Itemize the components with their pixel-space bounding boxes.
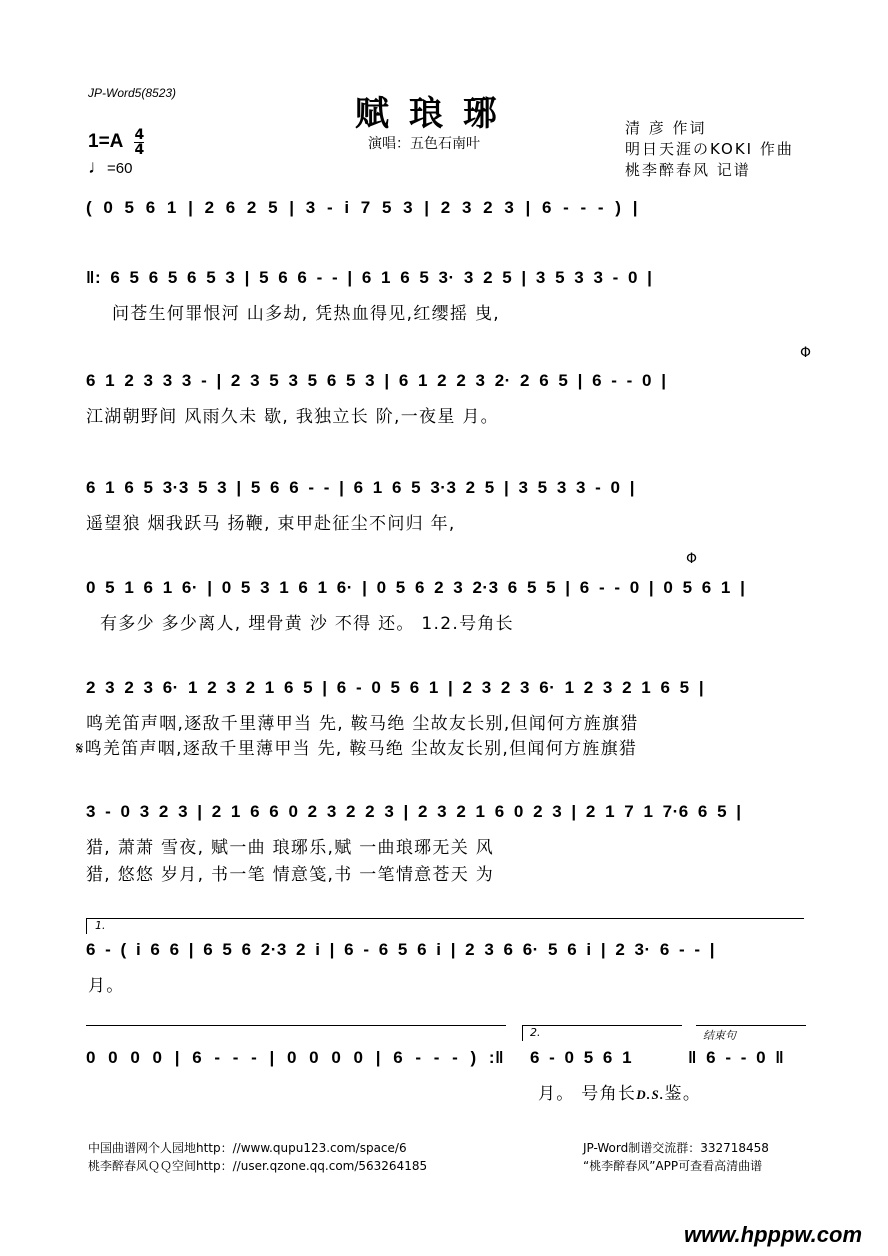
lyrics-line-5b: 𝄋鸣羌笛声咽,逐敌千里薄甲当 先, 鞍马绝 尘故友长别,但闻何方旌旗猎 — [76, 739, 638, 759]
ending-label: 结束句 — [703, 1029, 736, 1042]
score-line-8a: 0 0 0 0 | 6 - - - | 0 0 0 0 | 6 - - - ) :‖ — [86, 1048, 505, 1067]
coda-icon: Φ — [800, 345, 812, 361]
lyrics-line-4: 有多少 多少离人, 埋骨黄 沙 不得 还。 1.2.号角长 — [100, 614, 514, 634]
software-version: JP-Word5(8523) — [88, 86, 177, 100]
score-line-8b: 6 - 0 5 6 1 — [530, 1048, 633, 1067]
lyrics-line-2: 江湖朝野间 风雨久未 歇, 我独立长 阶,一夜星 月。 — [86, 407, 499, 427]
score-line-7: 6 - ( i 6 6 | 6 5 6 2·3 2 i | 6 - 6 5 6 i | 2 3 6 6· 5 6 i | 2 3· 6 - - | — [86, 940, 716, 959]
lyricist-credit: 清 彦 作词 — [625, 119, 707, 137]
key-signature: 1=A $\frac{4}{4}$ — [88, 127, 145, 158]
volta-1-bracket-edge — [86, 918, 87, 934]
singer-credit: 演唱：五色石南叶 — [368, 136, 480, 152]
lyrics-line-6a: 猎, 萧萧 雪夜, 赋一曲 琅琊乐,赋 一曲琅琊无关 风 — [86, 838, 495, 858]
tempo-marking: ♩=60 — [88, 157, 133, 178]
score-line-5: 2 3 2 3 6· 1 2 3 2 1 6 5 | 6 - 0 5 6 1 | 2 3 2 3 6· 1 2 3 2 1 6 5 | — [86, 678, 705, 697]
ds-mark: D.S. — [636, 1087, 665, 1102]
coda-icon: Φ — [686, 551, 698, 567]
intro-line: ( 0 5 6 1 | 2 6 2 5 | 3 - i 7 5 3 | 2 3 2 3 | 6 - - - ) | — [86, 198, 638, 217]
staff-rule — [86, 1025, 506, 1026]
footer-link-qupu[interactable]: 中国曲谱网个人园地http：//www.qupu123.com/space/6 — [88, 1141, 407, 1155]
quarter-note-icon: ♩ — [88, 157, 107, 178]
score-line-6: 3 - 0 3 2 3 | 2 1 6 6 0 2 3 2 2 3 | 2 3 2 1 6 0 2 3 | 2 1 7 1 7·6 6 5 | — [86, 802, 742, 821]
transcriber-credit: 桃李醉春风 记谱 — [625, 161, 751, 179]
composer-credit: 明日天涯のKOKI 作曲 — [625, 140, 794, 158]
footer-qq-group: JP-Word制谱交流群：332718458 — [583, 1141, 769, 1155]
ending-bracket — [696, 1025, 806, 1026]
score-line-2: 6 1 2 3 3 3 - | 2 3 5 3 5 6 5 3 | 6 1 2 2 3 2· 2 6 5 | 6 - - 0 | — [86, 371, 667, 390]
lyrics-line-5a: 鸣羌笛声咽,逐敌千里薄甲当 先, 鞍马绝 尘故友长别,但闻何方旌旗猎 — [86, 714, 639, 734]
time-signature: $\frac{4}{4}$ — [134, 127, 145, 158]
volta-2-label: 2. — [530, 1026, 541, 1039]
watermark: www.hpppw.com — [684, 1222, 863, 1247]
lyrics-line-8: 月。 号角长D.S.鉴。 — [538, 1084, 702, 1104]
footer-link-qzone[interactable]: 桃李醉春风ＱＱ空间http：//user.qzone.qq.com/563264185 — [88, 1159, 428, 1173]
volta-2-bracket-edge — [522, 1025, 523, 1041]
volta-1-bracket — [86, 918, 804, 919]
lyrics-line-6b: 猎, 悠悠 岁月, 书一笔 情意笺,书 一笔情意苍天 为 — [86, 865, 495, 885]
volta-1-label: 1. — [95, 919, 106, 932]
lyrics-line-3: 遥望狼 烟我跃马 扬鞭, 束甲赴征尘不问归 年, — [86, 514, 456, 534]
page-title: 赋琅琊 — [355, 94, 517, 134]
score-line-3: 6 1 6 5 3·3 5 3 | 5 6 6 - - | 6 1 6 5 3·3 2 5 | 3 5 3 3 - 0 | — [86, 478, 635, 497]
lyrics-line-1: 问苍生何罪恨河 山多劫, 凭热血得见,红缨摇 曳, — [112, 304, 500, 324]
score-line-1: ‖: 6 5 6 5 6 5 3 | 5 6 6 - - | 6 1 6 5 3· 3 2 5 | 3 5 3 3 - 0 | — [86, 268, 653, 287]
score-line-8c: ‖ 6 - - 0 ‖ — [688, 1048, 785, 1067]
lyrics-line-7: 月。 — [88, 976, 125, 996]
volta-2-bracket — [522, 1025, 682, 1026]
footer-app-note: “桃李醉春风”APP可查看高清曲谱 — [583, 1159, 763, 1173]
score-line-4: 0 5 1 6 1 6· | 0 5 3 1 6 1 6· | 0 5 6 2 3 2·3 6 5 5 | 6 - - 0 | 0 5 6 1 | — [86, 578, 746, 597]
